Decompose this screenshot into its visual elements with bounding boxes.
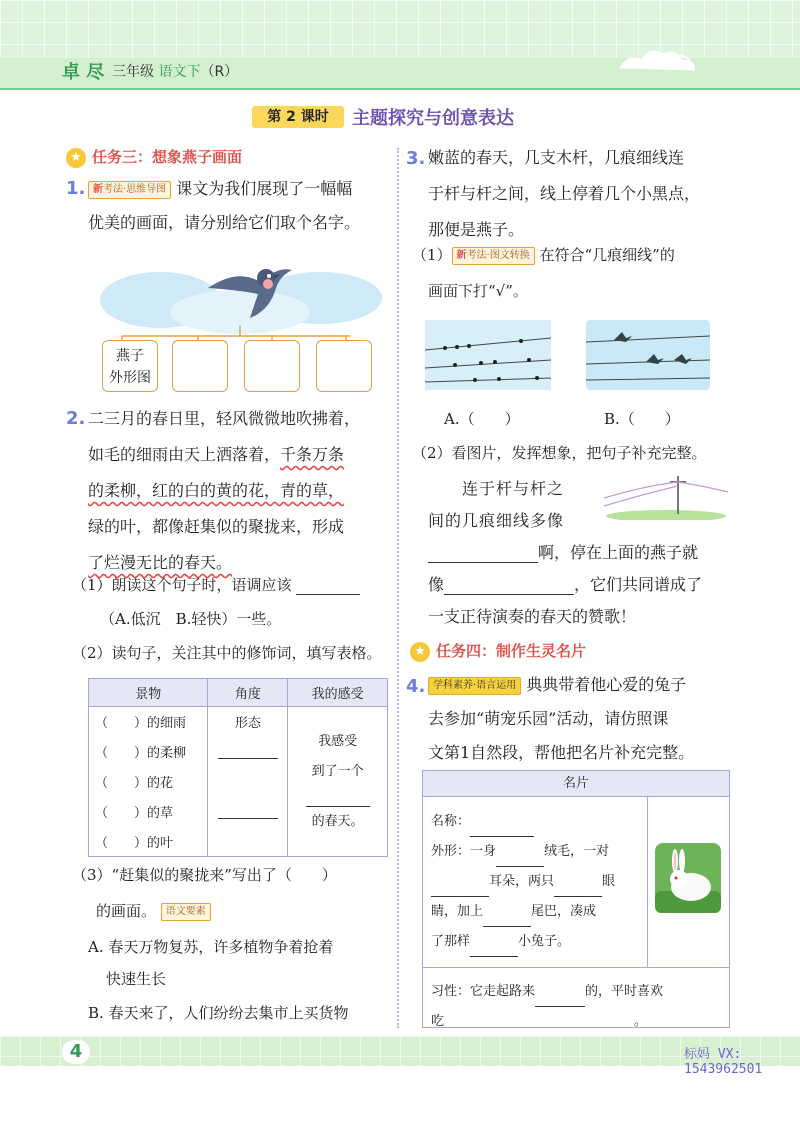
watermark: 标妈 VX: 1543962501: [684, 1047, 763, 1077]
page-number: 4: [62, 1040, 90, 1064]
q2-sub3-tag: 语文要素: [161, 903, 211, 921]
q3-blank-2[interactable]: [444, 577, 574, 595]
q2-sub3-line2: 的画面。 语文要素: [96, 900, 211, 921]
name-card: [422, 770, 730, 1028]
table-angle-3[interactable]: [208, 797, 288, 827]
q3-number: 3.: [406, 148, 426, 169]
mindmap-box-4[interactable]: [316, 340, 372, 392]
q3-para-line3: 啊，停在上面的燕子就: [428, 540, 698, 563]
grade-label: 三年级 语文下（R）: [112, 64, 239, 80]
q3-sub1: （1） 新考法·图文转换 在符合“几痕细线”的: [412, 246, 675, 264]
q3-sub2: （2）看图片，发挥想象，把句子补充完整。: [412, 444, 707, 462]
q2-option-a-cont: 快速生长: [106, 970, 167, 988]
q2-sub1: （1）朗读这个句子时，语调应该: [72, 574, 360, 595]
q4-tag: 学科素养·语言运用: [428, 677, 521, 695]
q2-number: 2.: [66, 408, 86, 429]
q3-para-line1: 连于杆与杆之: [462, 479, 565, 498]
cloud-decoration: [610, 38, 720, 78]
poles-image: [604, 472, 728, 520]
table-feeling-cell[interactable]: 我感受 到了一个 的春天。: [288, 707, 388, 857]
task4-heading: ★ 任务四：制作生灵名片: [410, 640, 586, 662]
q3-sub1-line2: 画面下打“√”。: [428, 282, 528, 300]
q2-table: [88, 678, 388, 857]
q3-para-line2: 间的几痕细线多像: [428, 511, 565, 530]
task3-heading: ★ 任务三：想象燕子画面: [66, 146, 242, 168]
table-header-angle: 角度: [208, 679, 288, 707]
mindmap-box-2[interactable]: [172, 340, 228, 392]
table-header-feeling: 我的感受: [288, 679, 388, 707]
q4-number: 4.: [406, 676, 426, 697]
q3-para-line4: 像 ，它们共同谱成了: [428, 575, 703, 594]
q3-blank-1[interactable]: [428, 545, 538, 563]
q1-tag: 新考法·思维导图: [88, 181, 171, 199]
q3-option-a[interactable]: A.（ ）: [444, 410, 520, 428]
table-angle-1: 形态: [208, 707, 288, 737]
brand-logo: 卓 尽: [62, 62, 105, 83]
wires-image-a[interactable]: [425, 320, 551, 390]
wires-image-b[interactable]: [586, 320, 710, 390]
star-icon: ★: [66, 148, 86, 168]
lesson-title: 主题探究与创意表达: [352, 108, 514, 129]
mindmap-box-1: 燕子 外形图: [102, 340, 158, 392]
card-body: 名称： 外形：一身 绒毛，一对 耳朵，两只 眼 睛，加上 尾巴，凑成 了那样 小兔子。: [431, 807, 645, 957]
card-title: 名片: [423, 771, 729, 797]
q2-sub2: （2）读句子，关注其中的修饰词，填写表格。: [72, 644, 382, 662]
q2-sub1-options: （A.低沉 B.轻快）一些。: [100, 610, 282, 628]
q1-text: 新考法·思维导图 课文为我们展现了一幅幅 优美的画面，请分别给它们取个名字。: [88, 179, 361, 232]
table-row-leaf[interactable]: （ ）的叶: [89, 827, 208, 857]
table-row-grass[interactable]: （ ）的草: [89, 797, 208, 827]
table-row-flower[interactable]: （ ）的花: [89, 767, 208, 797]
table-row-willow[interactable]: （ ）的柔柳: [89, 737, 208, 767]
q4-text: 学科素养·语言运用 典典带着他心爱的兔子 去参加“萌宠乐园”活动，请仿照课 文第1自然段，帮他把名片补充完整。: [428, 675, 695, 762]
rabbit-image: [655, 843, 721, 913]
q3-tag: 新考法·图文转换: [452, 247, 535, 265]
q2-option-a[interactable]: A. 春天万物复苏，许多植物争着抢着: [88, 938, 334, 956]
q3-para-line5: 一支正待演奏的春天的赞歌！: [428, 607, 637, 626]
card-habit: 习性：它走起路来 的，平时喜欢 吃 。: [431, 977, 727, 1037]
q1-number: 1.: [66, 178, 86, 199]
header-divider: [0, 88, 800, 90]
footer-band: [0, 1036, 800, 1066]
q2-sub1-blank[interactable]: [296, 594, 360, 595]
mindmap-box-3[interactable]: [244, 340, 300, 392]
column-divider: [397, 148, 399, 1028]
q3-passage: 嫩蓝的春天，几支木杆，几痕细线连 于杆与杆之间，线上停着几个小黑点， 那便是燕子。: [428, 148, 701, 239]
q2-passage: 二三月的春日里，轻风微微地吹拂着， 如毛的细雨由天上洒落着，千条万条 的柔柳，红的白的黄的花，青的草， 绿的叶，都像赶集似的聚拢来，形成 了烂漫无比的春天。: [88, 409, 361, 572]
star-icon: ★: [410, 642, 430, 662]
table-header-scene: 景物: [89, 679, 208, 707]
lesson-number: 第 2 课时: [252, 106, 344, 128]
table-angle-2[interactable]: [208, 737, 288, 767]
q3-option-b[interactable]: B.（ ）: [604, 410, 680, 428]
q2-option-b[interactable]: B. 春天来了，人们纷纷去集市上买货物: [88, 1004, 349, 1022]
q2-sub3: （3）“赶集似的聚拢来”写出了（ ）: [72, 866, 337, 884]
card-name-blank[interactable]: [470, 821, 534, 837]
table-row-rain[interactable]: （ ）的细雨: [89, 707, 208, 737]
